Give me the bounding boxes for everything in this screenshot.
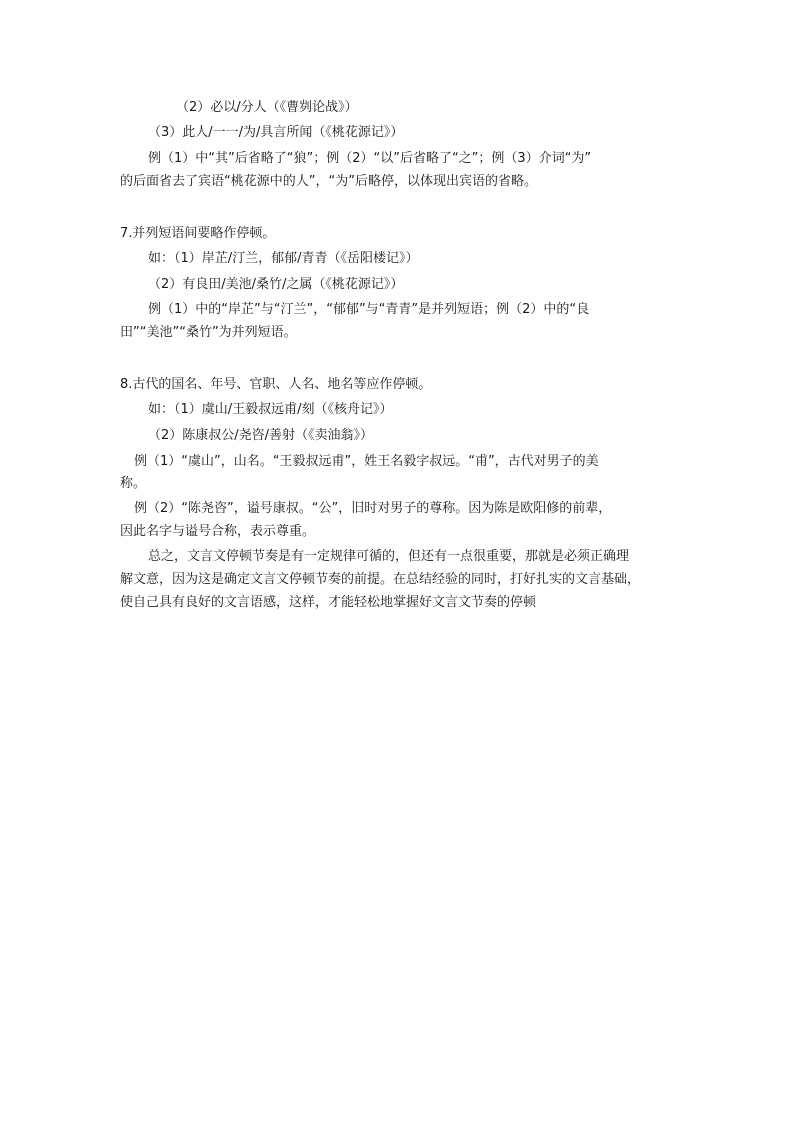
text-line-19: 使自己具有良好的文言语感，这样，才能轻松地掌握好文言文节奏的停顿 bbox=[120, 595, 537, 610]
text-line-13: 例（1）“虞山”，山名。“王毅叔远甫”，姓王名毅字叔远。“甫”，古代对男子的美 bbox=[134, 454, 599, 469]
text-line-14: 称。 bbox=[120, 476, 147, 491]
text-line-4: 的后面省去了宾语“桃花源中的人”，“为”后略停，以体现出宾语的省略。 bbox=[120, 174, 537, 189]
text-line-12: （2）陈康叔公/尧咨/善射（《卖油翁》） bbox=[148, 428, 374, 443]
text-line-8: 例（1）中的“岸芷”与“汀兰”，“郁郁”与“青青”是并列短语；例（2）中的“良 bbox=[148, 302, 590, 317]
text-line-18: 解文意，因为这是确定文言文停顿节奏的前提。在总结经验的同时，打好扎实的文言基础， bbox=[120, 572, 641, 587]
text-line-1: （2）必以/分人（《曹刿论战》） bbox=[176, 100, 358, 115]
section-heading-7: 7.并列短语间要略作停顿。 bbox=[120, 226, 276, 241]
text-line-15: 例（2）“陈尧咨”，谥号康叔。“公”，旧时对男子的尊称。因为陈是欧阳修的前辈， bbox=[134, 501, 612, 516]
text-line-7: （2）有良田/美池/桑竹/之属（《桃花源记》） bbox=[148, 277, 404, 292]
text-line-11: 如：（1）虞山/王毅叔远甫/刻（《核舟记》） bbox=[148, 402, 393, 417]
text-line-2: （3）此人/一一/为/具言所闻（《桃花源记》） bbox=[148, 125, 404, 140]
text-line-9: 田”“美池”“桑竹”为并列短语。 bbox=[120, 325, 297, 340]
section-heading-8: 8.古代的国名、年号、官职、人名、地名等应作停顿。 bbox=[120, 377, 432, 392]
text-line-17: 总之，文言文停顿节奏是有一定规律可循的，但还有一点很重要，那就是必须正确理 bbox=[148, 549, 630, 564]
text-line-6: 如：（1）岸芷/汀兰，郁郁/青青（《岳阳楼记》） bbox=[148, 251, 419, 266]
text-line-16: 因此名字与谥号合称，表示尊重。 bbox=[120, 524, 316, 539]
text-line-3: 例（1）中“其”后省略了“狼”；例（2）“以”后省略了“之”；例（3）介词“为” bbox=[148, 151, 592, 166]
